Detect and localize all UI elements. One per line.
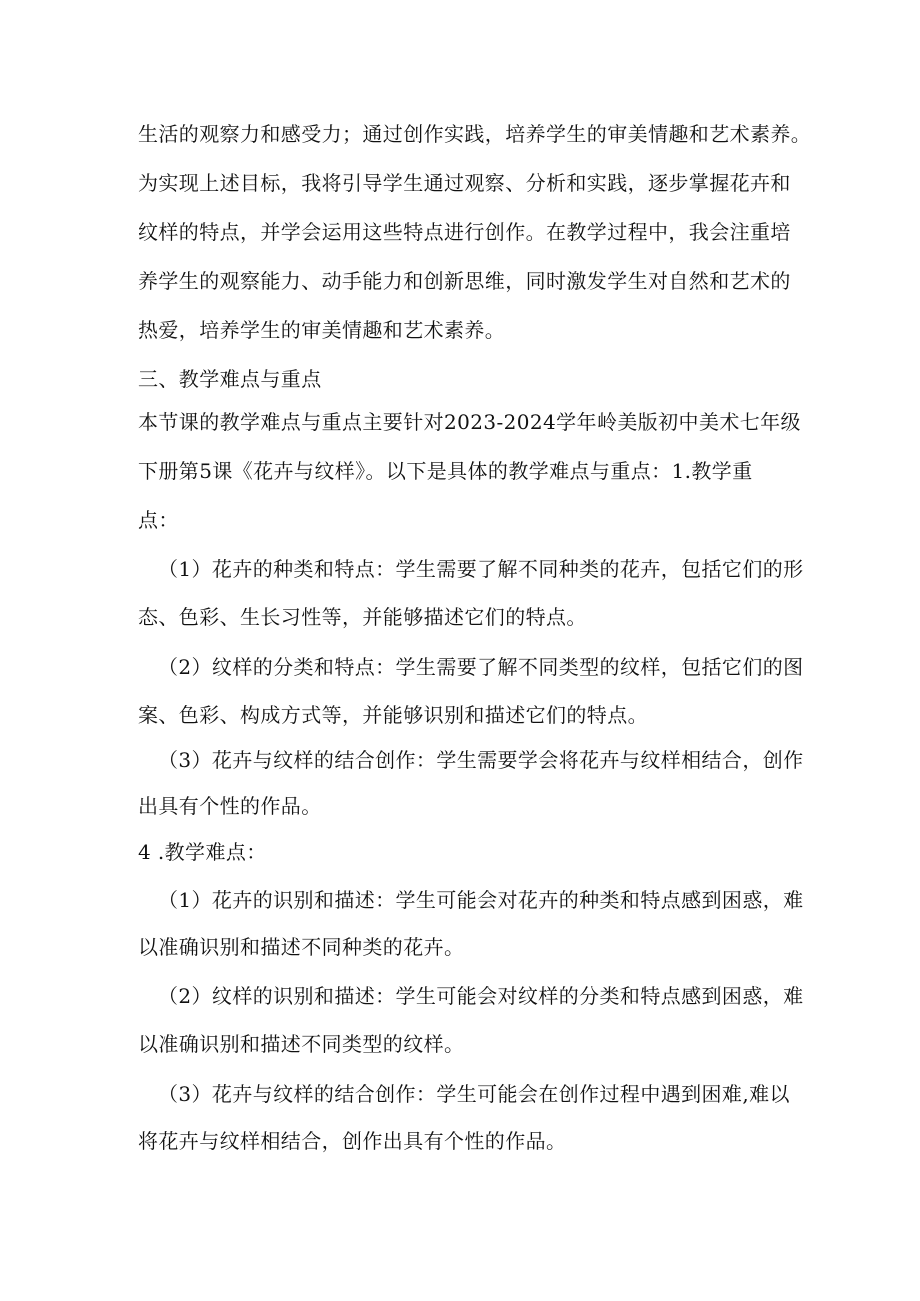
intro-line: 下册第5课《花卉与纹样》。以下是具体的教学难点与重点：1.教学重 <box>138 459 753 483</box>
key-point-line: （2）纹样的分类和特点：学生需要了解不同类型的纹样，包括它们的图 <box>158 655 804 679</box>
difficulty-line: 以准确识别和描述不同种类的花卉。 <box>138 935 465 959</box>
key-point-line: 态、色彩、生长习性等，并能够描述它们的特点。 <box>138 605 587 629</box>
difficulty-line: （3）花卉与纹样的结合创作：学生可能会在创作过程中遇到困难,难以 <box>158 1082 790 1106</box>
difficulty-line: （1）花卉的识别和描述：学生可能会对花卉的种类和特点感到困惑，难 <box>158 888 804 912</box>
paragraph-line: 热爱，培养学生的审美情趣和艺术素养。 <box>138 318 506 342</box>
section-heading: 三、教学难点与重点 <box>138 367 322 391</box>
difficulty-line: （2）纹样的识别和描述：学生可能会对纹样的分类和特点感到困惑，难 <box>158 984 804 1008</box>
key-point-line: （1）花卉的种类和特点：学生需要了解不同种类的花卉，包括它们的形 <box>158 557 804 581</box>
paragraph-line: 纹样的特点，并学会运用这些特点进行创作。在教学过程中，我会注重培 <box>138 220 791 244</box>
difficulty-line: 以准确识别和描述不同类型的纹样。 <box>138 1032 465 1056</box>
key-point-line: （3）花卉与纹样的结合创作：学生需要学会将花卉与纹样相结合，创作 <box>158 748 804 772</box>
paragraph-line: 生活的观察力和感受力；通过创作实践，培养学生的审美情趣和艺术素养。 <box>138 122 812 146</box>
paragraph-line: 为实现上述目标，我将引导学生通过观察、分析和实践，逐步掌握花卉和 <box>138 171 791 195</box>
intro-line: 本节课的教学难点与重点主要针对2023-2024学年岭美版初中美术七年级 <box>138 410 801 434</box>
paragraph-line: 养学生的观察能力、动手能力和创新思维，同时激发学生对自然和艺术的 <box>138 269 791 293</box>
difficulty-heading: 4 .教学难点： <box>138 840 267 864</box>
difficulty-line: 将花卉与纹样相结合，创作出具有个性的作品。 <box>138 1129 567 1153</box>
intro-line: 点： <box>138 508 179 532</box>
key-point-line: 案、色彩、构成方式等，并能够识别和描述它们的特点。 <box>138 703 648 727</box>
key-point-line: 出具有个性的作品。 <box>138 794 322 818</box>
